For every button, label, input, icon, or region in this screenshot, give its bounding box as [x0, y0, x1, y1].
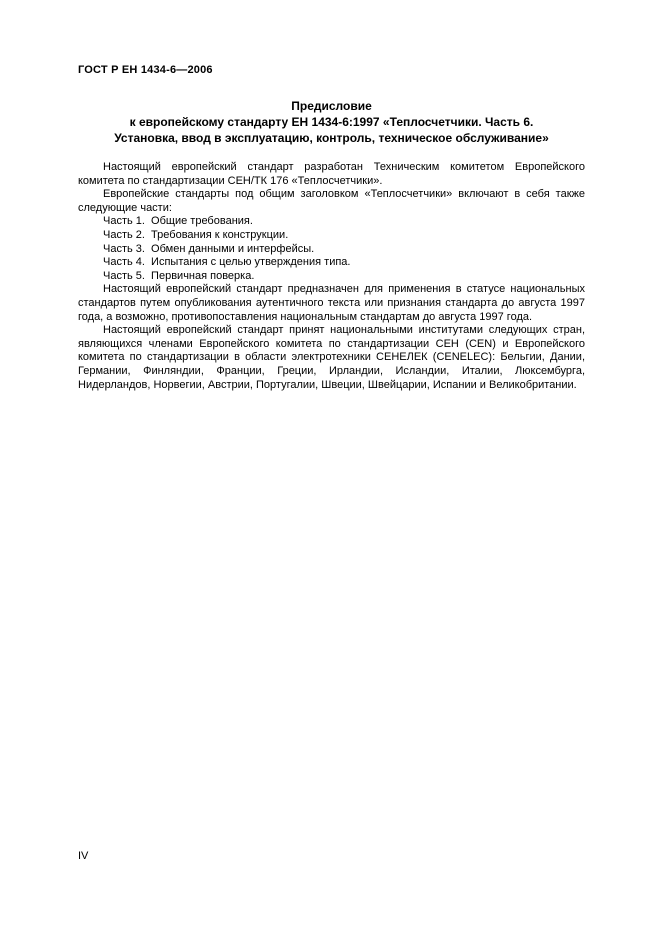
- list-item-part-3: Часть 3. Обмен данными и интерфейсы.: [103, 242, 315, 255]
- paragraph-intro: Настоящий европейский стандарт разработан Техническим комитетом Европейского комитета по стандартизации СЕН/ТК 176 «Теплосчетчики».: [78, 161, 585, 187]
- paragraph-parts-lead: Европейские стандарты под общим заголовком «Теплосчетчики» включают в себя также следующие части:: [78, 188, 585, 214]
- paragraph-status: Настоящий европейский стандарт предназначен для применения в статусе национальных стандартов путем опубликования аутентичного текста или признания стандарта до августа 1997 года, а возможно, противопоставления национальным стандартам до августа 1997 года.: [78, 283, 585, 323]
- page-title: [78, 98, 585, 146]
- page-number: IV: [78, 850, 89, 862]
- body-text: [78, 161, 585, 392]
- list-item-part-5: Часть 5. Первичная поверка.: [103, 269, 255, 282]
- list-item-part-2: Часть 2. Требования к конструкции.: [103, 228, 289, 241]
- document-number: ГОСТ Р ЕН 1434-6—2006: [78, 64, 213, 76]
- title-line-1: Предисловие: [291, 99, 372, 113]
- title-line-2: к европейскому стандарту ЕН 1434-6:1997 «Теплосчетчики. Часть 6.: [129, 115, 534, 129]
- list-item-part-4: Часть 4. Испытания с целью утверждения типа.: [103, 256, 351, 269]
- list-item-part-1: Часть 1. Общие требования.: [103, 215, 253, 228]
- paragraph-countries: Настоящий европейский стандарт принят национальными институтами следующих стран, являющихся членами Европейского комитета по стандартизации СЕН (CEN) и Европейского комитета по стандартизации в области электротехники СЕНЕЛЕК (CENELEC): Бельгии, Дании, Германии, Финляндии, Франции, Греции, Ирландии, Исландии, Италии, Люксембурга, Нидерландов, Норвегии, Австрии, Португалии, Швеции, Швейцарии, Испании и Великобритании.: [78, 324, 585, 391]
- title-line-3: Установка, ввод в эксплуатацию, контроль, техническое обслуживание»: [114, 131, 549, 145]
